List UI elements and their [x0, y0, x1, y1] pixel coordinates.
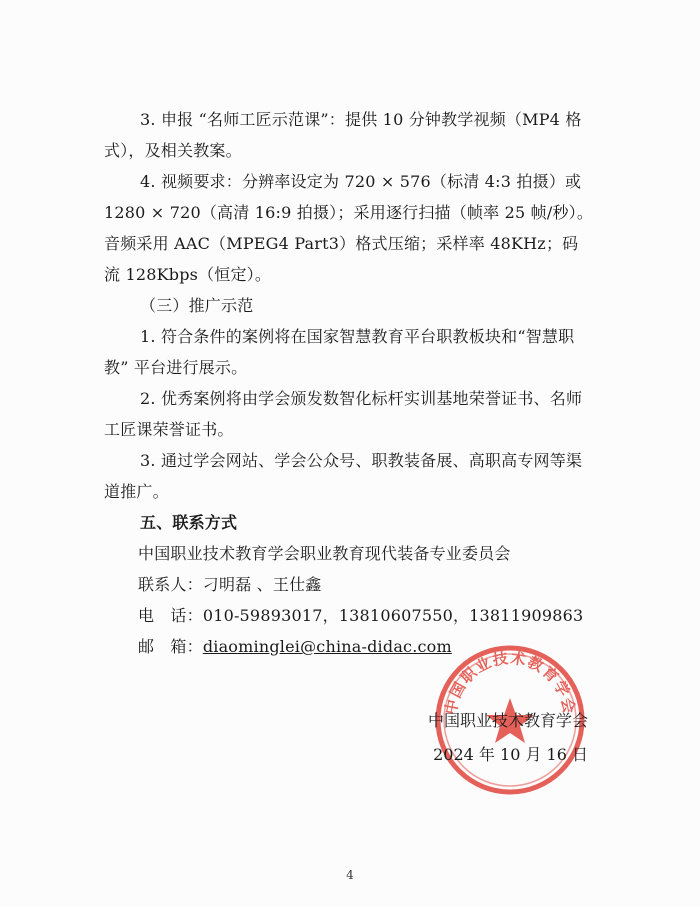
paragraph-channels: 3. 通过学会网站、学会公众号、职教装备展、高职高专网等渠道推广。	[104, 451, 583, 501]
contact-organization: 中国职业技术教育学会职业教育现代装备专业委员会	[138, 544, 511, 563]
page-number: 4	[346, 868, 354, 882]
phone-label: 电 话：	[138, 606, 203, 625]
contact-persons: 联系人：刁明磊 、王仕鑫	[138, 575, 322, 594]
phone-value: 010-59893017，13810607550，13811909863	[202, 606, 584, 625]
signature-date: 2024 年 10 月 16 日	[433, 745, 588, 764]
paragraph-platform-display: 1. 符合条件的案例将在国家智慧教育平台职教板块和“智慧职教” 平台进行展示。	[104, 327, 575, 377]
subheading-promotion: （三）推广示范	[140, 296, 254, 315]
paragraph-video-requirements: 4. 视频要求：分辨率设定为 720 × 576（标清 4:3 拍摄）或 1280 × 720（高清 16:9 拍摄）；采用逐行扫描（帧率 25 帧/秒）。音频采用 AAC（MPEG4 Part3）格式压缩；采样率 48KHz；码流 128Kbps（恒定）。	[104, 172, 594, 284]
signature-organization: 中国职业技术教育学会	[427, 711, 588, 730]
email-label: 邮 箱：	[138, 637, 203, 656]
body-content	[104, 104, 594, 662]
section-title-contact: 五、联系方式	[140, 513, 238, 532]
svg-text:中国职业技术教育学会: 中国职业技术教育学会	[441, 648, 579, 717]
signature-block	[428, 704, 588, 772]
contact-phone	[104, 600, 594, 631]
paragraph-certificates: 2. 优秀案例将由学会颁发数智化标杆实训基地荣誉证书、名师工匠课荣誉证书。	[104, 389, 583, 439]
email-link[interactable]: diaominglei@china-didac.com	[202, 637, 452, 656]
paragraph-course-submission: 3. 申报 “名师工匠示范课”：提供 10 分钟教学视频（MP4 格式），及相关教案。	[104, 110, 582, 160]
